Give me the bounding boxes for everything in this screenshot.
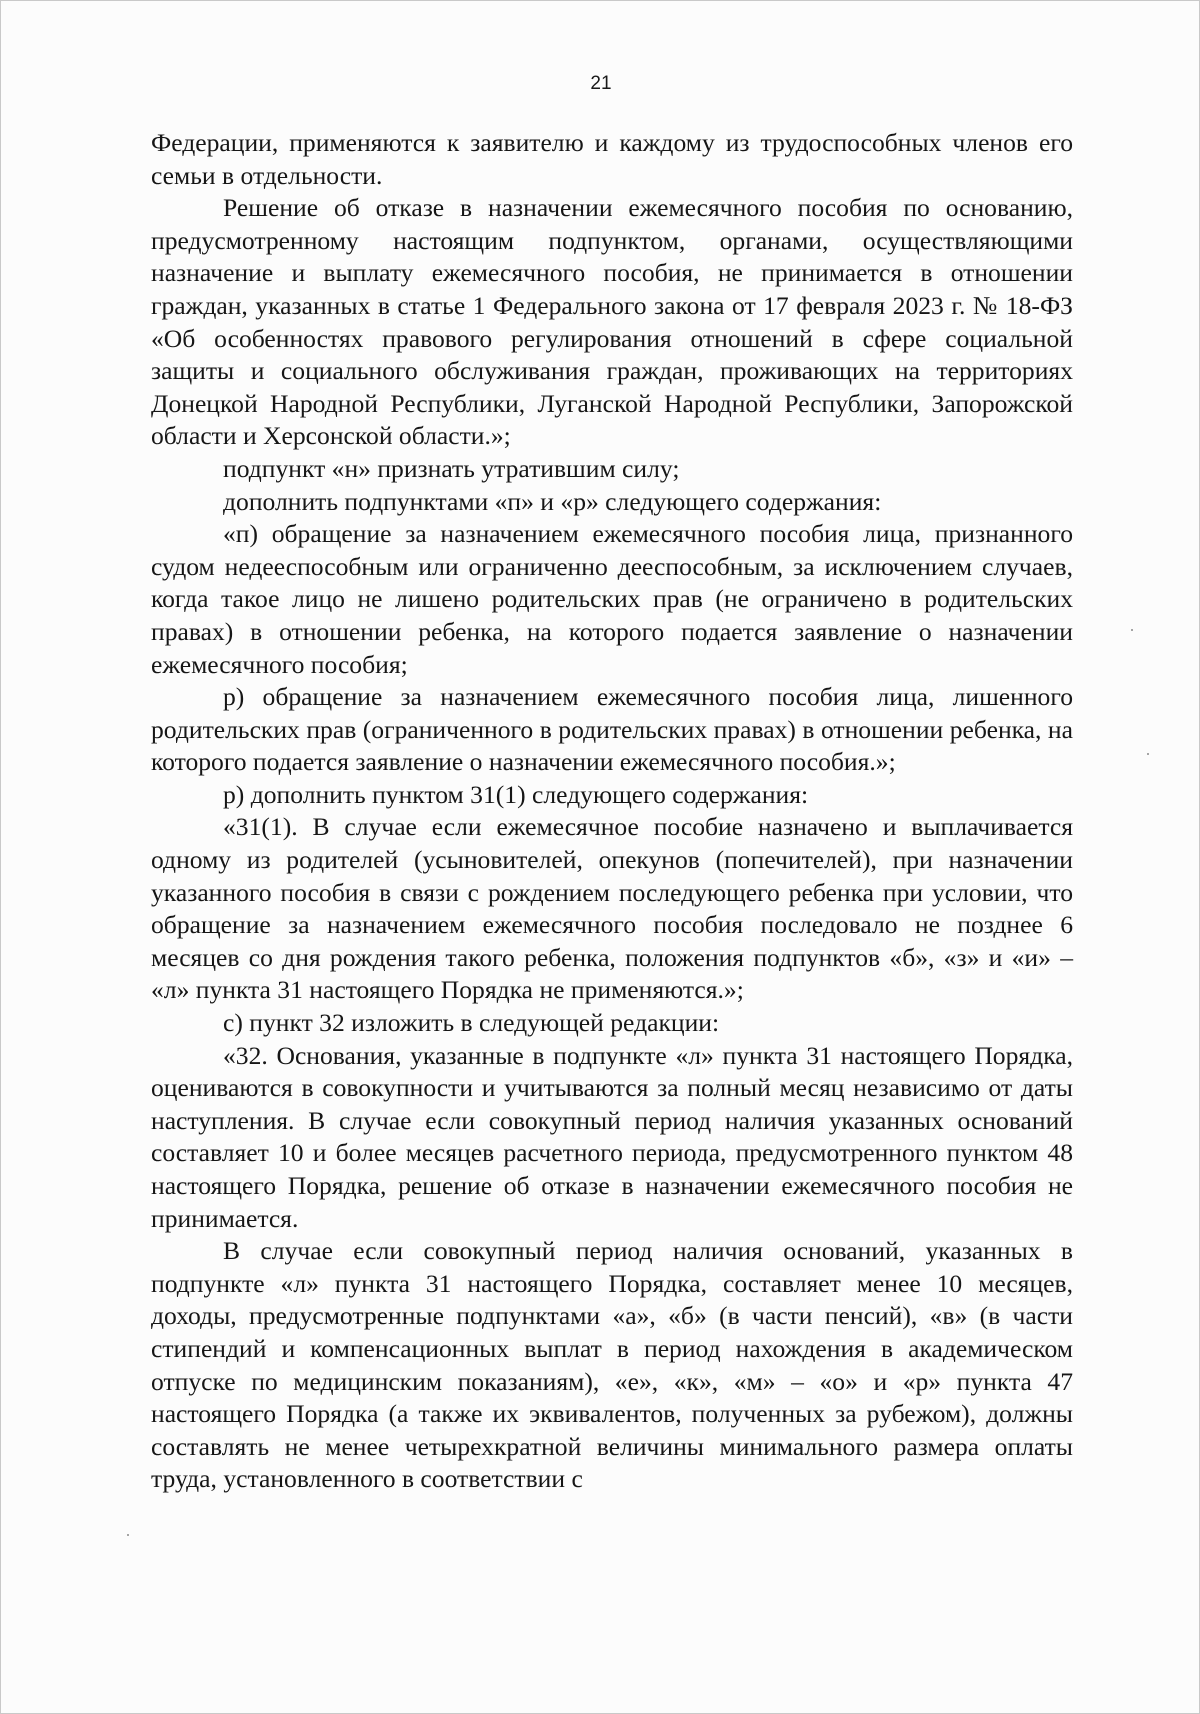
paragraph-2: Решение об отказе в назначении ежемесячного пособия по основанию, предусмотренному настоящим подпунктом, органами, осуществляющими назначение и выплату ежемесячного пособия, не принимается в отношении граждан, указанных в статье 1 Федерального закона от 17 февраля 2023 г. № 18-ФЗ «Об особенностях правового регулирования отношений в сфере социальной защиты и социального обслуживания граждан, проживающих на территориях Донецкой Народной Республики, Луганской Народной Республики, Запорожской области и Херсонской области.»;: [151, 193, 1073, 451]
paragraph-3: подпункт «н» признать утратившим силу;: [223, 453, 680, 483]
paragraph-1: Федерации, применяются к заявителю и каждому из трудоспособных членов его семьи в отдельности.: [151, 128, 1073, 190]
paragraph-7: р) дополнить пунктом 31(1) следующего содержания:: [223, 779, 809, 809]
document-body: [151, 127, 1073, 1496]
paragraph-4: дополнить подпунктами «п» и «р» следующего содержания:: [223, 486, 882, 516]
paragraph-5: «п) обращение за назначением ежемесячного пособия лица, признанного судом недееспособным или ограниченно дееспособным, за исключением случаев, когда такое лицо не лишено родительских прав (не ограничено в родительских правах) в отношении ребенка, на которого подается заявление о назначении ежемесячного пособия;: [151, 519, 1073, 679]
paragraph-8: «31(1). В случае если ежемесячное пособие назначено и выплачивается одному из родителей (усыновителей, опекунов (попечителей), при назначении указанного пособия в связи с рождением последующего ребенка при условии, что обращение за назначением ежемесячного пособия последовало не позднее 6 месяцев со дня рождения такого ребенка, положения подпунктов «б», «з» и «и» – «л» пункта 31 настоящего Порядка не применяются.»;: [151, 812, 1073, 1005]
paragraph-6: р) обращение за назначением ежемесячного пособия лица, лишенного родительских прав (ограниченного в родительских правах) в отношении ребенка, на которого подается заявление о назначении ежемесячного пособия.»;: [151, 682, 1073, 777]
page-number: 21: [590, 73, 612, 94]
scan-speck: [1147, 753, 1149, 755]
scan-speck: [127, 1534, 129, 1536]
paragraph-10: «32. Основания, указанные в подпункте «л» пункта 31 настоящего Порядка, оцениваются в совокупности и учитываются за полный месяц независимо от даты наступления. В случае если совокупный период наличия указанных оснований составляет 10 и более месяцев расчетного периода, предусмотренного пунктом 48 настоящего Порядка, решение об отказе в назначении ежемесячного пособия не принимается.: [151, 1040, 1073, 1233]
paragraph-11: В случае если совокупный период наличия оснований, указанных в подпункте «л» пункта 31 настоящего Порядка, составляет менее 10 месяцев, доходы, предусмотренные подпунктами «а», «б» (в части пенсий), «в» (в части стипендий и компенсационных выплат в период нахождения в академическом отпуске по медицинским показаниям), «е», «к», «м» – «о» и «р» пункта 47 настоящего Порядка (а также их эквивалентов, полученных за рубежом), должны составлять не менее четырехкратной величины минимального размера оплаты труда, установленного в соответствии с: [151, 1236, 1073, 1494]
paragraph-9: с) пункт 32 изложить в следующей редакции:: [223, 1008, 720, 1038]
scan-speck: [1131, 629, 1133, 631]
